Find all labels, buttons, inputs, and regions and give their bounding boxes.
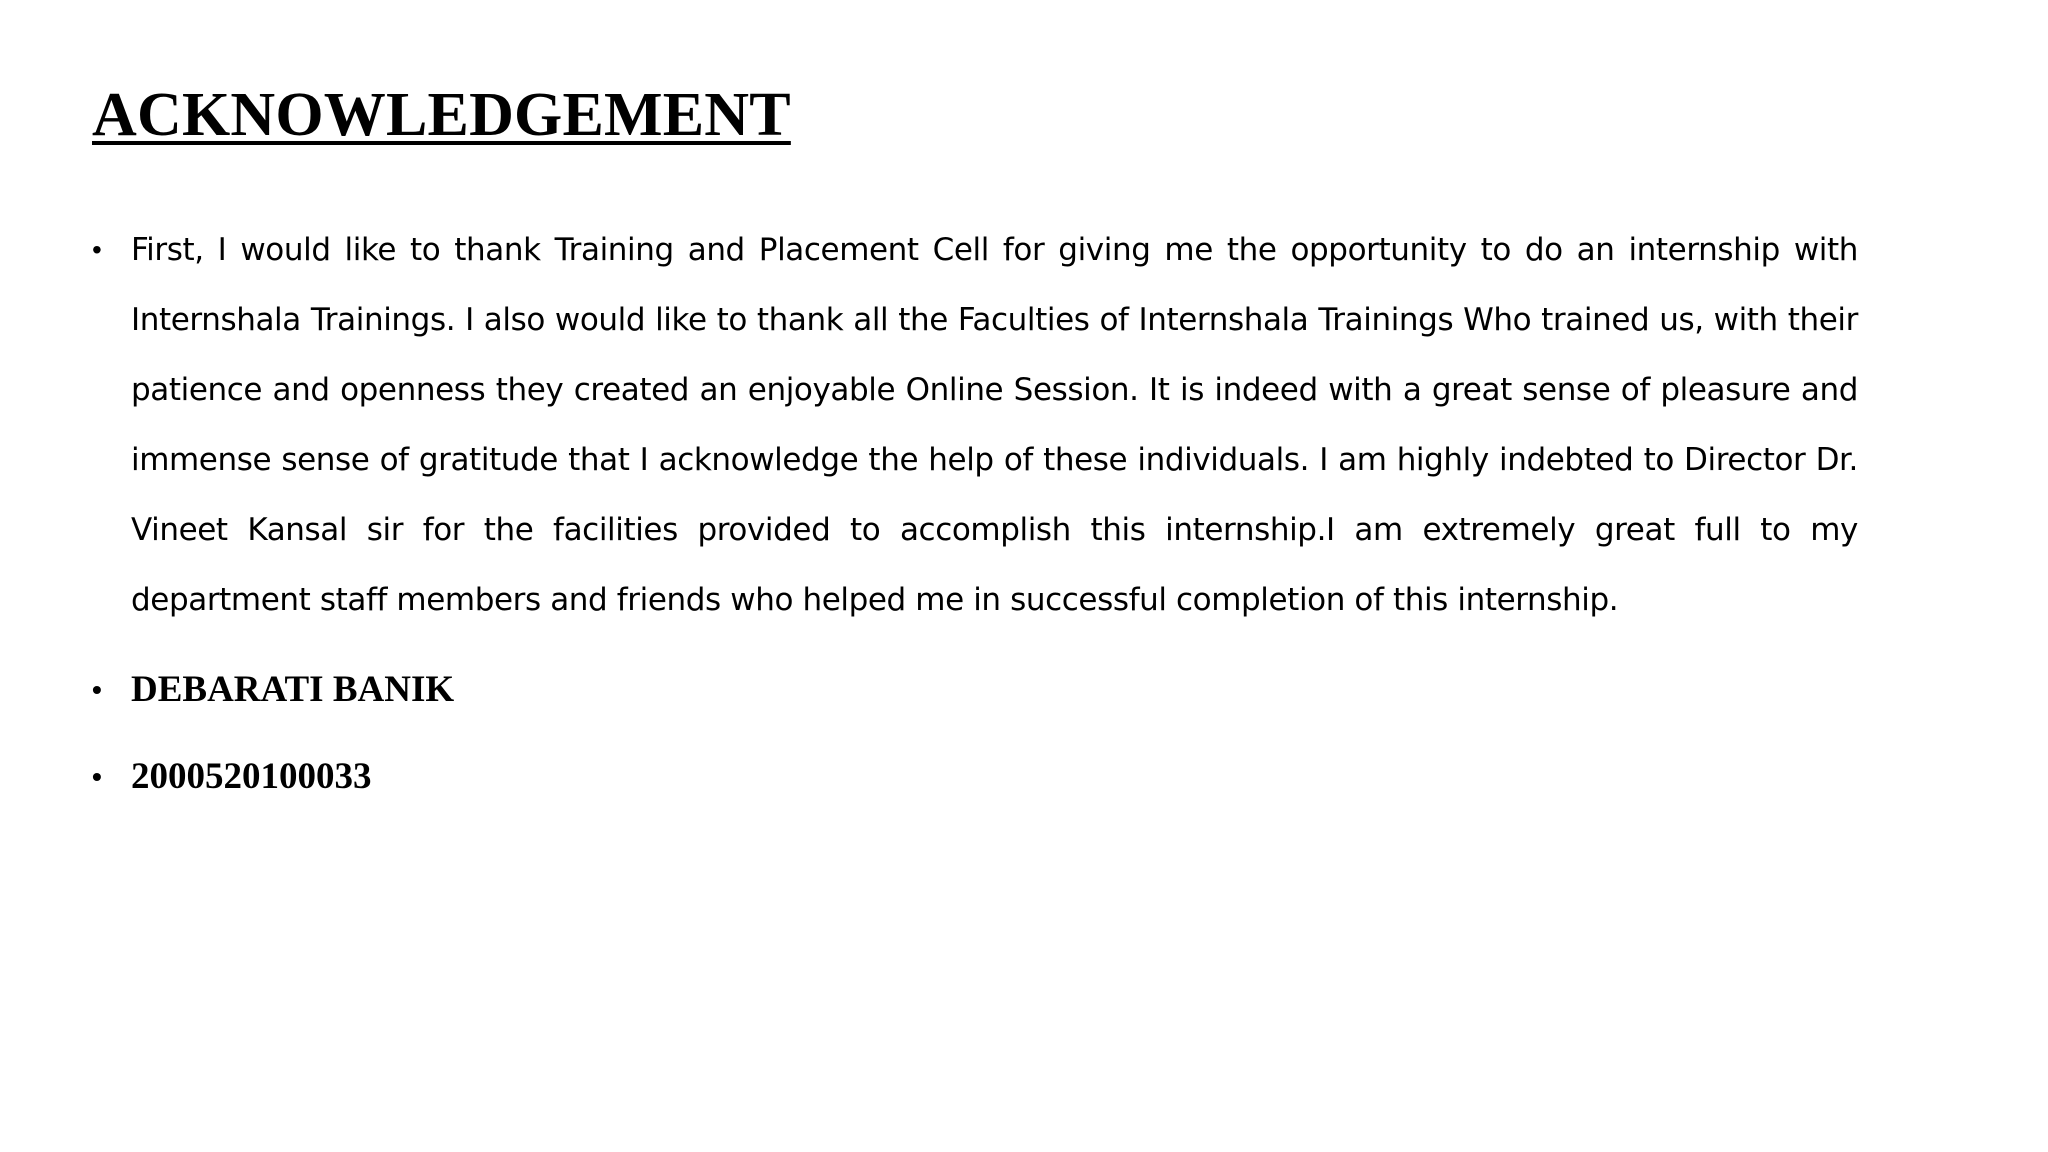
bullet-icon: •	[92, 234, 102, 265]
bullet-list	[92, 215, 1858, 802]
acknowledgement-paragraph: First, I would like to thank Training and Placement Cell for giving me the opportunity to do an internship with Internshala Trainings. I also would like to thank all the Faculties of Internshala Trainings Who trained us, with their patience and openness they created an enjoyable Online Session. It is indeed with a great sense of pleasure and immense sense of gratitude that I acknowledge the help of these individuals. I am highly indebted to Director Dr. Vineet Kansal sir for the facilities provided to accomplish this internship.I am extremely great full to my department staff members and friends who helped me in successful completion of this internship.	[131, 232, 1858, 618]
acknowledgement-paragraph-item	[92, 215, 1858, 635]
roll-number-item	[92, 752, 1858, 802]
bullet-icon: •	[92, 761, 102, 792]
author-name: DEBARATI BANIK	[131, 669, 455, 710]
bullet-icon: •	[92, 674, 102, 705]
page-title: ACKNOWLEDGEMENT	[92, 81, 791, 149]
roll-number: 2000520100033	[131, 756, 372, 797]
author-name-item	[92, 665, 1858, 715]
